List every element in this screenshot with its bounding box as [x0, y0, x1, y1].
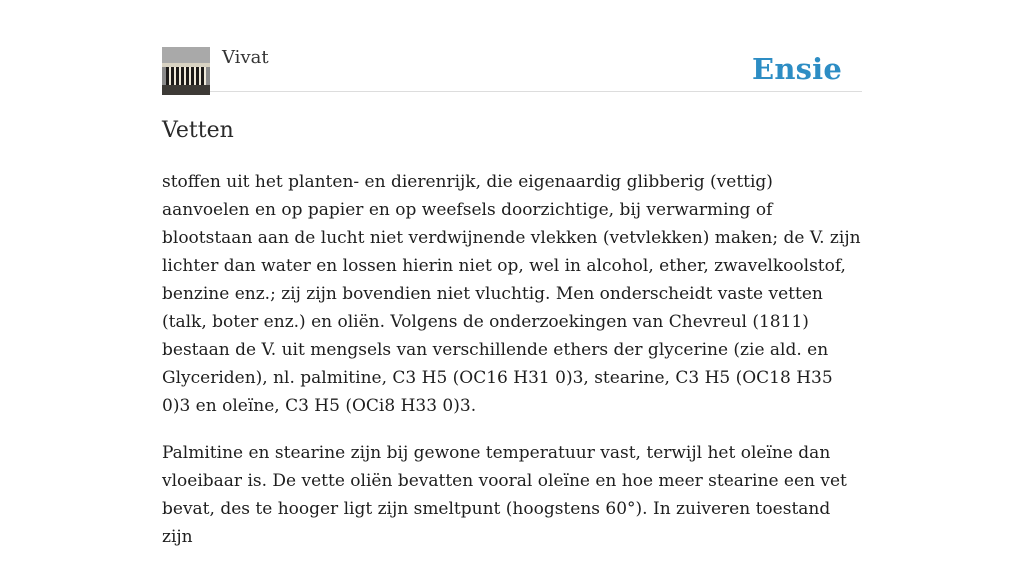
- book-spines-icon: [162, 47, 210, 95]
- site-logo[interactable]: Ensie: [752, 52, 842, 86]
- site-header: [162, 0, 862, 92]
- article-body: [162, 168, 862, 570]
- paragraph: stoffen uit het planten- en dierenrijk, die eigenaardig glibberig (vettig) aanvoelen en op papier en op weefsels doorzichtige, bij verwarming of blootstaan aan de lucht niet verdwijnende vlekken (vetvlekken) maken; de V. zijn lichter dan water en lossen hierin niet op, wel in alcohol, ether, zwavelkoolstof, benzine enz.; zij zijn bovendien niet vluchtig. Men onderscheidt vaste vetten (talk, boter enz.) en oliën. Volgens de onderzoekingen van Chevreul (1811) bestaan de V. uit mengsels van verschillende ethers der glycerine (zie ald. en Glyceriden), nl. palmitine, C3 H5 (OC16 H31 0)3, stearine, C3 H5 (OC18 H35 0)3 en oleïne, C3 H5 (OCi8 H33 0)3.: [162, 172, 861, 416]
- page-title: Vetten: [162, 118, 234, 143]
- article-page: [162, 0, 862, 547]
- paragraph: Palmitine en stearine zijn bij gewone temperatuur vast, terwijl het oleïne dan vloeibaar is. De vette oliën bevatten vooral oleïne en hoe meer stearine een vet bevat, des te hooger ligt zijn smeltpunt (hoogstens 60°). In zuiveren toestand zijn: [162, 443, 847, 547]
- author-avatar[interactable]: [162, 47, 210, 95]
- author-name[interactable]: Vivat: [222, 47, 269, 68]
